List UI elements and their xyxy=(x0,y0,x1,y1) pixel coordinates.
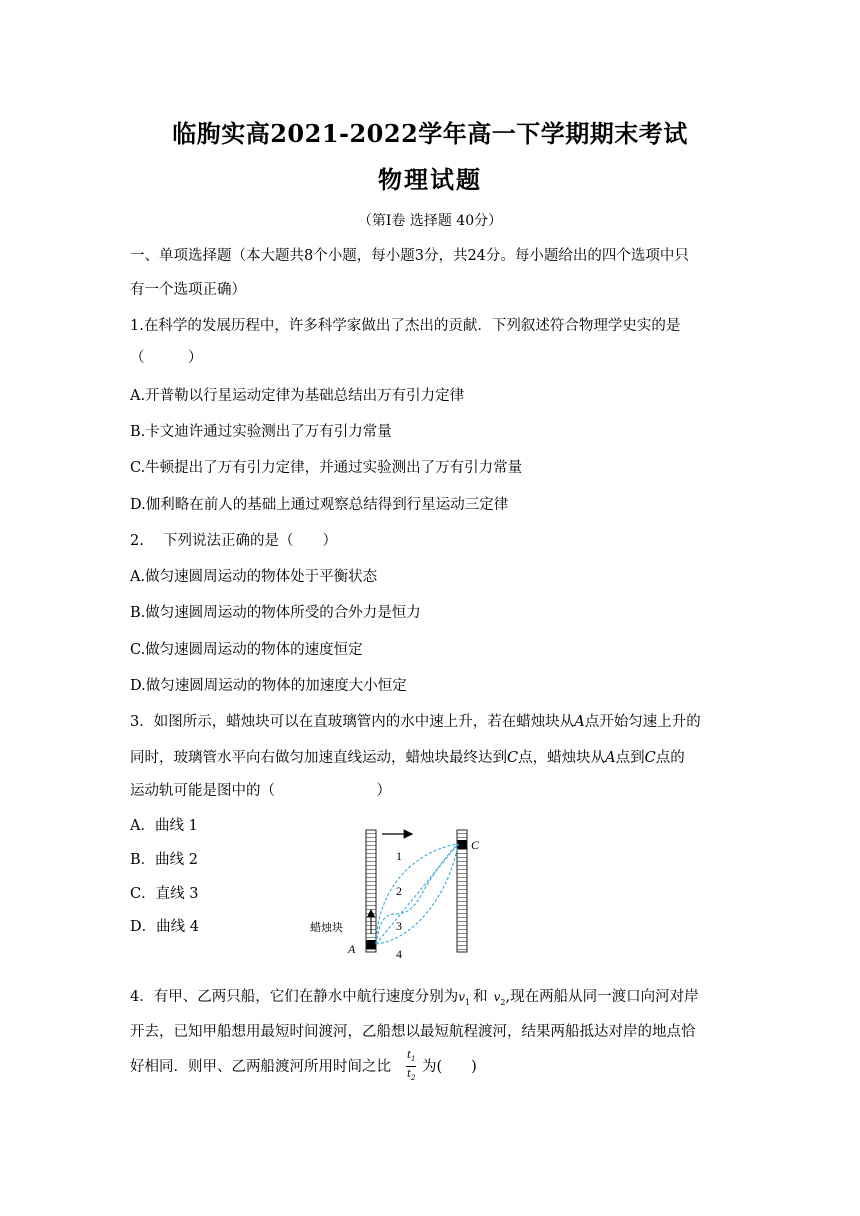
q3-point-a: A xyxy=(574,714,585,730)
frac-numerator-sub: 1 xyxy=(411,1055,416,1063)
part1-heading-line2: 有一个选项正确） xyxy=(130,282,246,298)
q3-option-c: C．直线 3 xyxy=(130,886,199,902)
v1-symbol: v xyxy=(458,990,466,1004)
q3-stem-line2a: 同时，玻璃管水平向右做匀加速直线运动，蜡烛块最终达到 xyxy=(130,750,507,766)
part1-heading-line1: 一、单项选择题（本大题共8个小题，每小题3分，共24分。每小题给出的四个选项中只 xyxy=(130,248,689,264)
point-a-label: A xyxy=(348,942,356,956)
q4-stem-line3a: 好相同．则甲、乙两船渡河所用时间之比 xyxy=(130,1059,391,1075)
q2-option-b: B.做匀速圆周运动的物体所受的合外力是恒力 xyxy=(130,605,421,621)
v2-symbol: v xyxy=(493,990,501,1004)
q3-option-a: A．曲线 1 xyxy=(130,818,198,834)
q1-option-d: D.伽利略在前人的基础上通过观察总结得到行星运动三定律 xyxy=(130,497,509,513)
q3-stem-line2b: 点，蜡烛块从 xyxy=(518,750,606,766)
q3-point-c: C xyxy=(507,750,519,766)
q2-option-c: C.做匀速圆周运动的物体的速度恒定 xyxy=(130,642,363,658)
v2-subscript: 2 xyxy=(500,997,506,1007)
curve-1 xyxy=(376,844,458,944)
q4-stem-line1 xyxy=(130,987,699,1013)
curve-1-label: 1 xyxy=(396,849,402,863)
q2-stem: 2. 下列说法正确的是（ ） xyxy=(130,533,337,549)
q4-stem-line1b: ,现在两船从同一渡口向河对岸 xyxy=(505,989,699,1005)
fraction-bar xyxy=(406,1066,416,1067)
candle-block-label: 蜡烛块 xyxy=(310,921,343,934)
q2-option-a: A.做匀速圆周运动的物体处于平衡状态 xyxy=(130,569,378,585)
ratio-fraction xyxy=(406,1050,420,1086)
candle-tube-figure xyxy=(300,822,500,962)
q3-stem-line1b: 点开始匀速上升的 xyxy=(584,714,701,730)
q4-stem-line2: 开去，已知甲船想用最短时间渡河，乙船想以最短航程渡河，结果两船抵达对岸的地点恰 xyxy=(130,1024,696,1040)
curve-3-label: 3 xyxy=(396,919,402,933)
candle-block-a xyxy=(367,940,376,949)
frac-denominator: t xyxy=(407,1069,412,1080)
frac-numerator: t xyxy=(407,1050,412,1061)
q3-stem-line2c: 点到 xyxy=(615,750,645,766)
q3-stem-line2d: 点的 xyxy=(655,750,685,766)
exam-subtitle: 物理试题 xyxy=(378,165,482,194)
q3-point-c-2: C xyxy=(644,750,656,766)
q3-stem-line1a: 3．如图所示，蜡烛块可以在直玻璃管内的水中速上升，若在蜡烛块从 xyxy=(130,714,575,730)
exam-title: 临朐实高2021-2022学年高一下学期期末考试 xyxy=(172,119,688,148)
point-c-label: C xyxy=(471,838,480,852)
candle-block-c xyxy=(458,840,467,849)
q1-option-a: A.开普勒以行星运动定律为基础总结出万有引力定律 xyxy=(130,388,465,404)
curve-2-label: 2 xyxy=(396,884,402,898)
q4-stem-line3b: 为( ) xyxy=(422,1059,477,1075)
q3-stem-line2 xyxy=(130,748,685,768)
q1-option-b: B.卡文迪许通过实验测出了万有引力常量 xyxy=(130,424,392,440)
frac-denominator-sub: 2 xyxy=(411,1074,416,1082)
q2-option-d: D.做匀速圆周运动的物体的加速度大小恒定 xyxy=(130,678,407,694)
v1-subscript: 1 xyxy=(465,997,471,1007)
q3-option-b: B．曲线 2 xyxy=(130,852,198,868)
q3-option-d: D．曲线 4 xyxy=(130,919,199,935)
q1-option-c: C.牛顿提出了万有引力定律，并通过实验测出了万有引力常量 xyxy=(130,460,523,476)
section-label: （第Ⅰ卷 选择题 40分） xyxy=(357,213,503,229)
curve-4-label: 4 xyxy=(396,947,402,961)
q1-stem-line1: 1.在科学的发展历程中，许多科学家做出了杰出的贡献．下列叙述符合物理学史实的是 xyxy=(130,318,681,334)
q3-point-a-2: A xyxy=(605,750,616,766)
q1-stem-line2: （ ） xyxy=(130,350,203,366)
q4-and: 和 xyxy=(473,989,488,1005)
q3-stem-line3: 运动轨可能是图中的（ ） xyxy=(130,783,391,799)
q4-stem-line1a: 4．有甲、乙两只船，它们在静水中航行速度分别为 xyxy=(130,989,459,1005)
q3-stem-line1 xyxy=(130,712,701,732)
